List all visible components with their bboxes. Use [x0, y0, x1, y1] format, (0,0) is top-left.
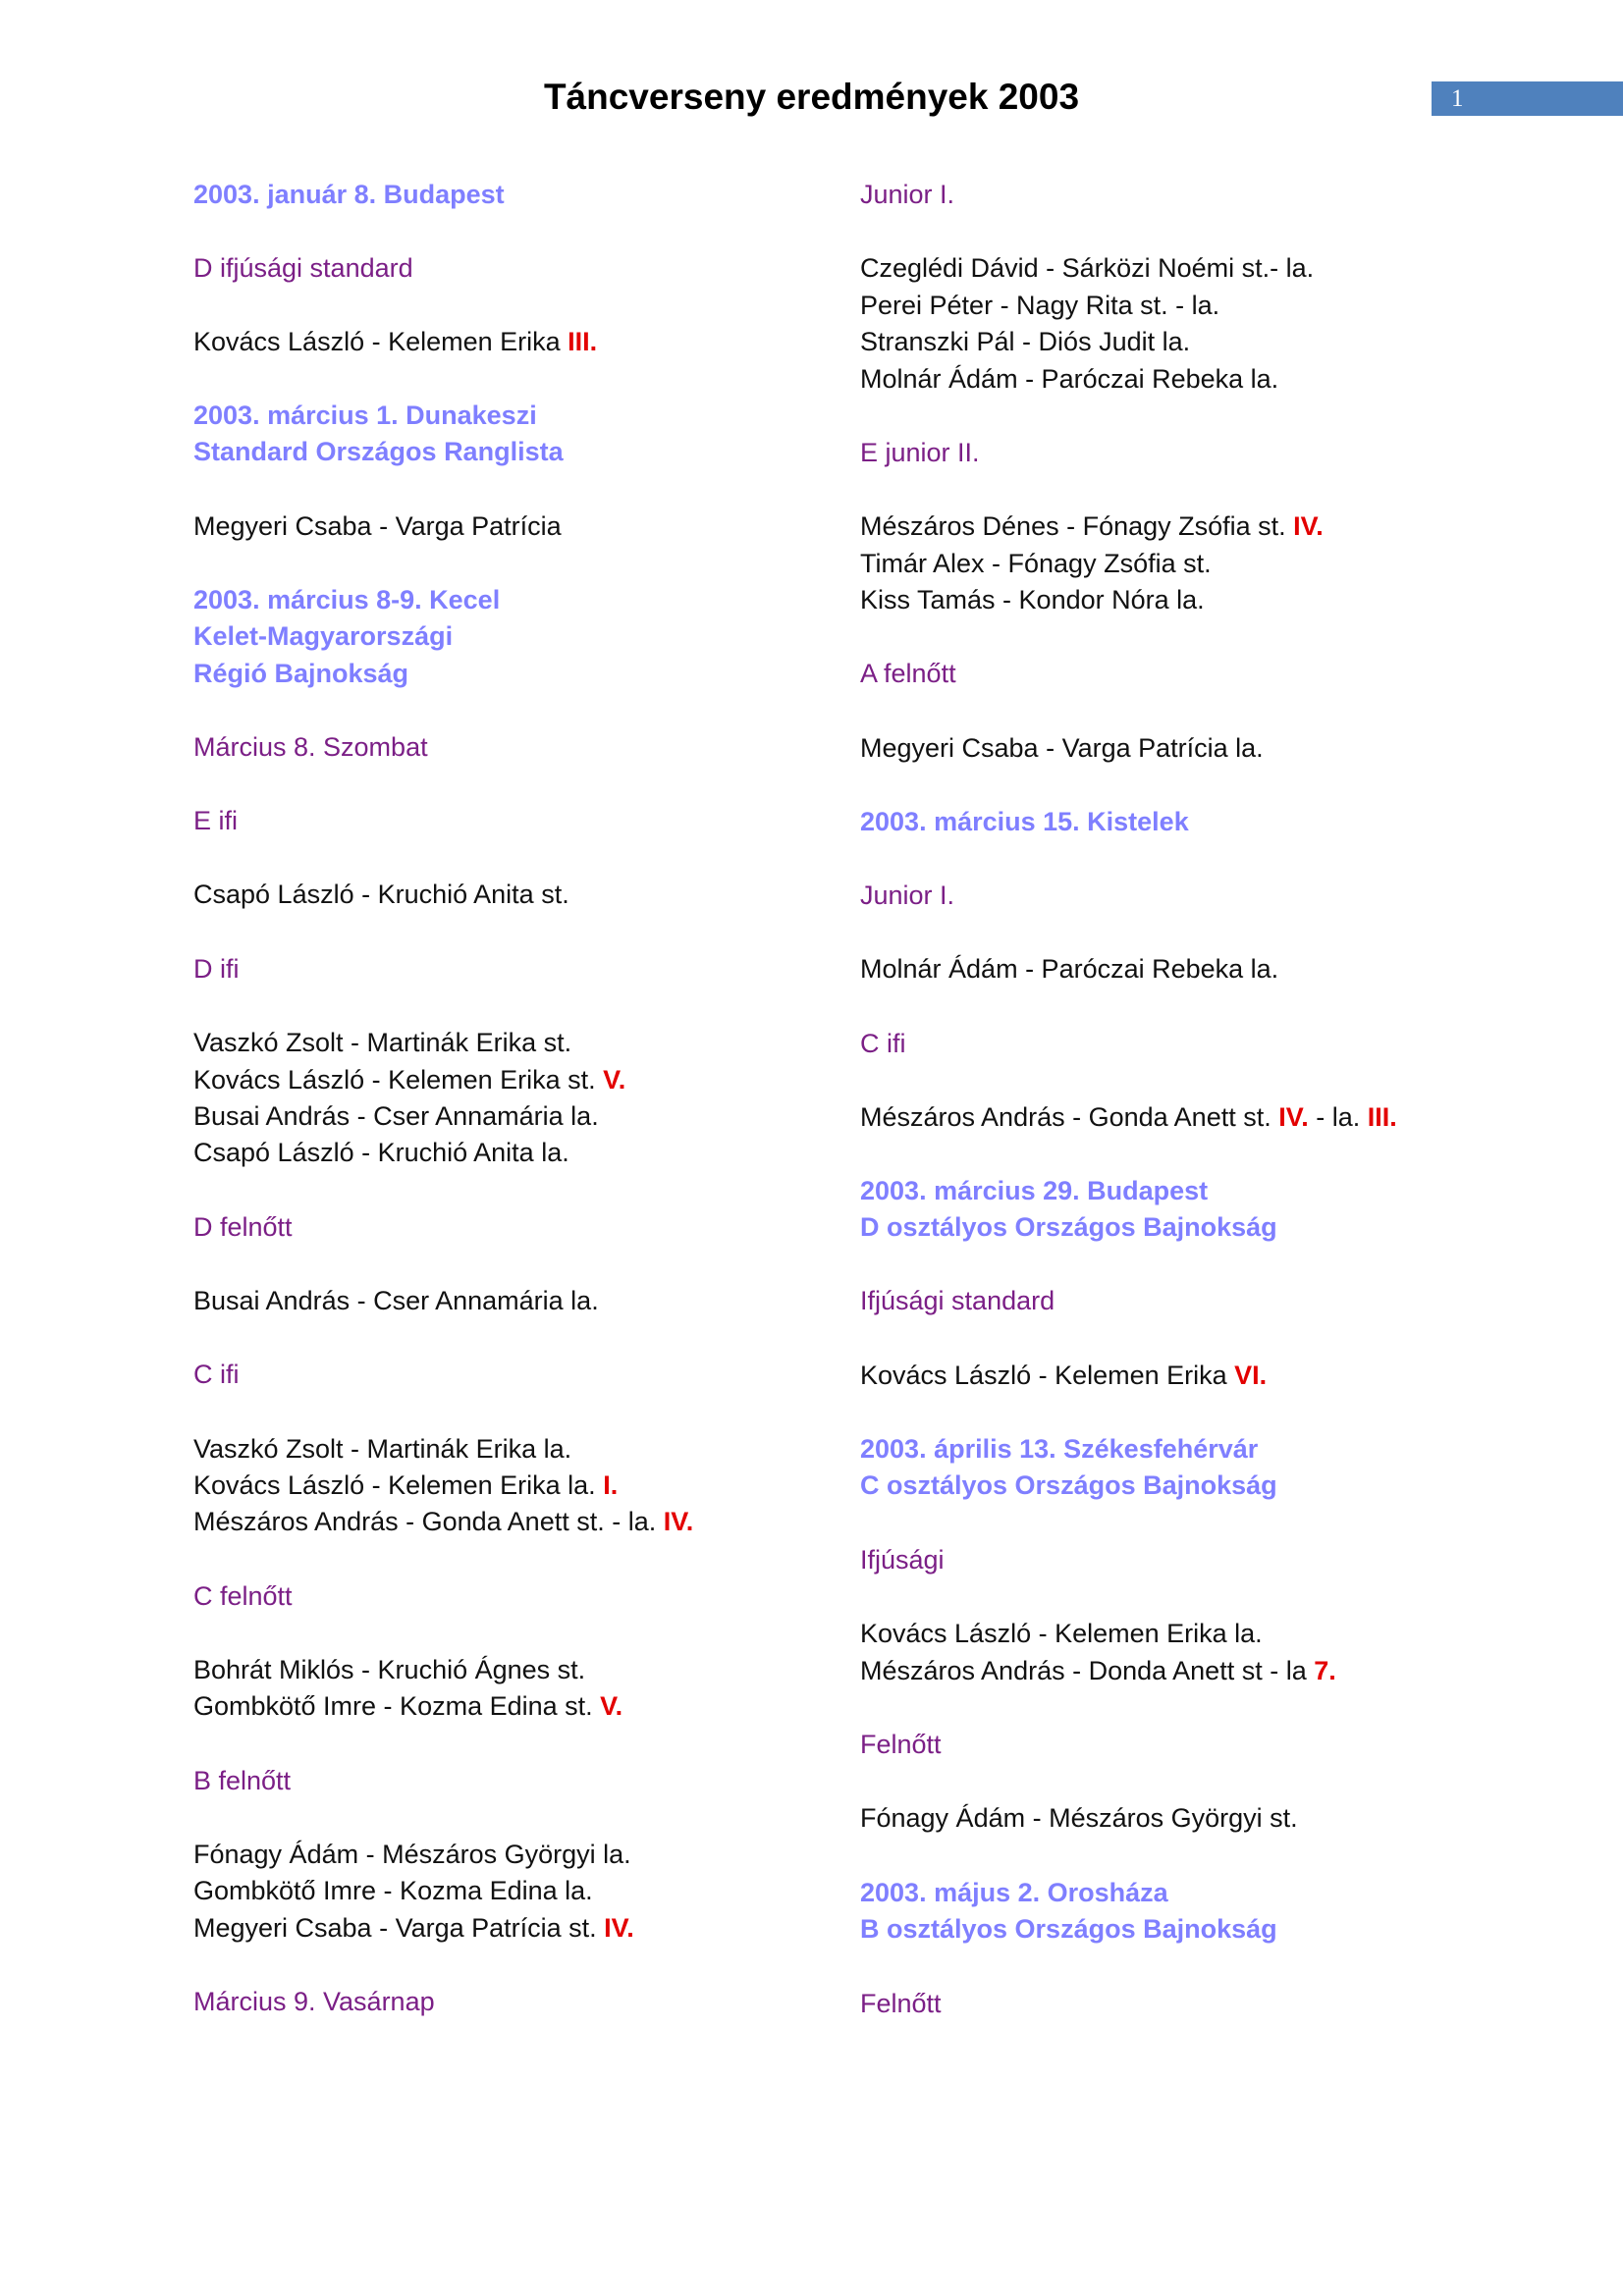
entry-text: 2003. március 15. Kistelek: [860, 807, 1189, 836]
event-heading: [860, 1209, 1277, 1246]
entry-text: D ifi: [193, 954, 240, 984]
category-heading: [193, 250, 413, 287]
entry-text: Bohrát Miklós - Kruchió Ágnes st.: [193, 1655, 586, 1684]
entry-text: Felnőtt: [860, 1730, 942, 1759]
entry-text: Kiss Tamás - Kondor Nóra la.: [860, 585, 1205, 614]
result-entry: [193, 1688, 622, 1725]
placement-badge: V.: [603, 1065, 626, 1095]
entry-text: D ifjúsági standard: [193, 253, 413, 283]
result-entry: [193, 1098, 599, 1135]
result-entry: [860, 508, 1324, 545]
category-heading: [860, 1986, 942, 2022]
event-heading: [193, 177, 505, 213]
entry-text: Junior I.: [860, 881, 955, 910]
entry-text: Csapó László - Kruchió Anita st.: [193, 880, 569, 909]
event-heading: [193, 582, 500, 618]
result-entry: [860, 730, 1264, 767]
result-entry: [193, 1025, 571, 1061]
entry-text: Kelet-Magyarországi: [193, 621, 454, 651]
entry-text: Busai András - Cser Annamária la.: [193, 1101, 599, 1131]
result-entry: [193, 1135, 569, 1171]
entry-text: E junior II.: [860, 438, 980, 467]
category-heading: [193, 1357, 240, 1393]
category-heading: [860, 1542, 945, 1578]
result-entry: [193, 1504, 693, 1540]
result-entry: [860, 1099, 1397, 1136]
result-entry: [860, 1800, 1298, 1837]
placement-badge: IV.: [663, 1507, 694, 1536]
entry-text: B osztályos Országos Bajnokság: [860, 1914, 1277, 1944]
entry-text: Kovács László - Kelemen Erika: [860, 1361, 1235, 1390]
entry-text: D osztályos Országos Bajnokság: [860, 1212, 1277, 1242]
entry-text: A felnőtt: [860, 659, 956, 688]
entry-text: 2003. május 2. Orosháza: [860, 1878, 1168, 1907]
category-heading: [860, 435, 980, 471]
result-entry: [193, 1837, 631, 1873]
placement-badge: V.: [600, 1691, 623, 1721]
entry-text: Csapó László - Kruchió Anita la.: [193, 1138, 569, 1167]
category-heading: [860, 177, 954, 213]
event-heading: [860, 1431, 1258, 1468]
entry-text: Ifjúsági standard: [860, 1286, 1055, 1315]
result-entry: [860, 361, 1278, 398]
result-entry: [860, 288, 1219, 324]
placement-badge: III.: [1367, 1102, 1397, 1132]
entry-text: C ifi: [193, 1360, 240, 1389]
entry-text: Standard Országos Ranglista: [193, 437, 564, 466]
entry-text: Junior I.: [860, 180, 955, 209]
category-heading: [860, 1026, 906, 1062]
result-entry: [193, 1062, 625, 1098]
entry-text: Megyeri Csaba - Varga Patrícia la.: [860, 733, 1264, 763]
event-heading: [860, 1875, 1168, 1911]
entry-text: Gombkötő Imre - Kozma Edina st.: [193, 1691, 601, 1721]
event-heading: [193, 618, 453, 655]
category-heading: [193, 1984, 435, 2020]
category-heading: [860, 878, 954, 914]
entry-text: Czeglédi Dávid - Sárközi Noémi st.- la.: [860, 253, 1315, 283]
entry-text: 2003. március 8-9. Kecel: [193, 585, 501, 614]
placement-badge: IV.: [1278, 1102, 1309, 1132]
entry-text: Ifjúsági: [860, 1545, 945, 1575]
entry-text: Megyeri Csaba - Varga Patrícia st.: [193, 1913, 605, 1943]
entry-text: C felnőtt: [193, 1581, 293, 1611]
entry-text: E ifi: [193, 806, 239, 835]
entry-text: Molnár Ádám - Paróczai Rebeka la.: [860, 954, 1279, 984]
placement-badge: III.: [568, 327, 598, 356]
result-entry: [860, 324, 1190, 360]
event-heading: [193, 656, 408, 692]
entry-text: 2003. március 1. Dunakeszi: [193, 400, 537, 430]
result-entry: [193, 508, 562, 545]
result-entry: [193, 1910, 634, 1947]
entry-text: Perei Péter - Nagy Rita st. - la.: [860, 291, 1220, 320]
document-title: Táncverseny eredmények 2003: [543, 77, 1080, 117]
event-heading: [193, 398, 537, 434]
category-heading: [860, 1283, 1055, 1319]
event-heading: [860, 1173, 1208, 1209]
entry-text: D felnőtt: [193, 1212, 293, 1242]
entry-text: - la.: [1308, 1102, 1368, 1132]
entry-text: C ifi: [860, 1029, 906, 1058]
entry-text: Mészáros András - Gonda Anett st. - la.: [193, 1507, 664, 1536]
category-heading: [193, 951, 240, 988]
event-heading: [860, 1468, 1277, 1504]
entry-text: Timár Alex - Fónagy Zsófia st.: [860, 549, 1212, 578]
entry-text: Busai András - Cser Annamária la.: [193, 1286, 599, 1315]
category-heading: [193, 729, 428, 766]
page-number-badge: [1432, 81, 1623, 116]
result-entry: [193, 1468, 618, 1504]
category-heading: [193, 1209, 293, 1246]
entry-text: Stranszki Pál - Diós Judit la.: [860, 327, 1191, 356]
placement-badge: 7.: [1314, 1656, 1336, 1685]
event-heading: [193, 434, 564, 470]
entry-text: Régió Bajnokság: [193, 659, 409, 688]
entry-text: Molnár Ádám - Paróczai Rebeka la.: [860, 364, 1279, 394]
entry-text: Gombkötő Imre - Kozma Edina la.: [193, 1876, 593, 1905]
result-entry: [860, 1616, 1263, 1652]
result-entry: [860, 1358, 1267, 1394]
category-heading: [193, 1578, 293, 1615]
placement-badge: VI.: [1234, 1361, 1268, 1390]
entry-text: B felnőtt: [193, 1766, 292, 1795]
result-entry: [860, 546, 1212, 582]
category-heading: [193, 1763, 291, 1799]
entry-text: 2003. április 13. Székesfehérvár: [860, 1434, 1259, 1464]
entry-text: Március 8. Szombat: [193, 732, 428, 762]
entry-text: Fónagy Ádám - Mészáros Györgyi la.: [193, 1840, 631, 1869]
entry-text: Kovács László - Kelemen Erika la.: [193, 1470, 604, 1500]
entry-text: Kovács László - Kelemen Erika: [193, 327, 568, 356]
placement-badge: IV.: [604, 1913, 634, 1943]
entry-text: 2003. március 29. Budapest: [860, 1176, 1209, 1205]
result-entry: [193, 1652, 585, 1688]
event-heading: [860, 804, 1189, 840]
category-heading: [193, 803, 238, 839]
entry-text: Vaszkó Zsolt - Martinák Erika la.: [193, 1434, 572, 1464]
entry-text: C osztályos Országos Bajnokság: [860, 1470, 1277, 1500]
result-entry: [860, 951, 1278, 988]
entry-text: Mészáros Dénes - Fónagy Zsófia st.: [860, 511, 1294, 541]
category-heading: [860, 656, 956, 692]
entry-text: Mészáros András - Donda Anett st - la: [860, 1656, 1315, 1685]
placement-badge: IV.: [1293, 511, 1324, 541]
entry-text: Megyeri Csaba - Varga Patrícia: [193, 511, 562, 541]
entry-text: Kovács László - Kelemen Erika la.: [860, 1619, 1263, 1648]
entry-text: Kovács László - Kelemen Erika st.: [193, 1065, 604, 1095]
entry-text: Március 9. Vasárnap: [193, 1987, 435, 2016]
entry-text: Vaszkó Zsolt - Martinák Erika st.: [193, 1028, 572, 1057]
result-entry: [860, 582, 1205, 618]
placement-badge: I.: [603, 1470, 619, 1500]
entry-text: Felnőtt: [860, 1989, 942, 2018]
entry-text: Fónagy Ádám - Mészáros Györgyi st.: [860, 1803, 1298, 1833]
category-heading: [860, 1727, 942, 1763]
result-entry: [193, 1873, 593, 1909]
result-entry: [193, 1283, 599, 1319]
result-entry: [193, 1431, 571, 1468]
result-entry: [193, 324, 597, 360]
event-heading: [860, 1911, 1277, 1948]
result-entry: [860, 1653, 1336, 1689]
result-entry: [860, 250, 1314, 287]
page-number: 1: [1451, 85, 1464, 112]
entry-text: 2003. január 8. Budapest: [193, 180, 505, 209]
entry-text: Mészáros András - Gonda Anett st.: [860, 1102, 1279, 1132]
result-entry: [193, 877, 569, 913]
